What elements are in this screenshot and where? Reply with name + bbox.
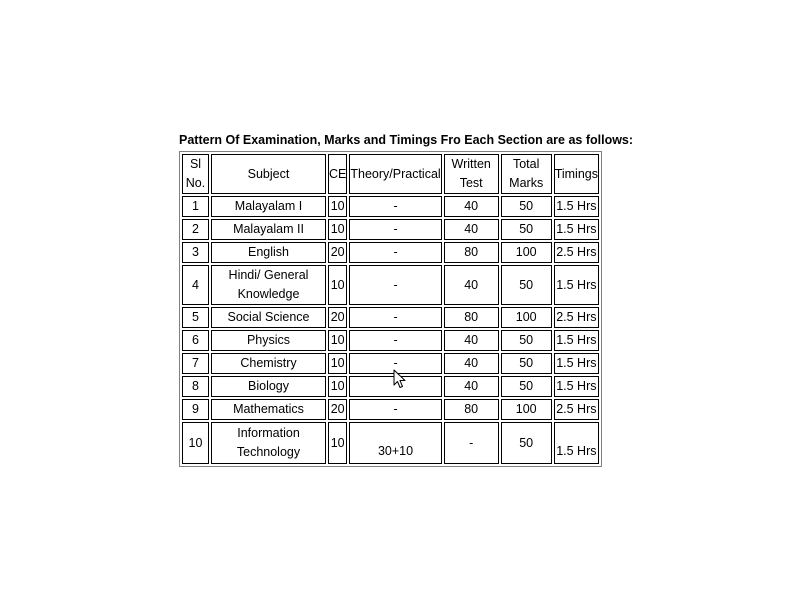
cell-total-marks: 50: [501, 265, 552, 305]
cell-theory-practical: -: [349, 219, 441, 240]
cell-total-marks: 50: [501, 376, 552, 397]
table-row: [182, 265, 599, 305]
cell-ce: 20: [328, 242, 347, 263]
exam-pattern-table: [179, 151, 602, 467]
cell-timings: 1.5 Hrs: [554, 219, 599, 240]
cell-timings: 1.5 Hrs: [554, 376, 599, 397]
cell-timings: 1.5 Hrs: [554, 330, 599, 351]
cell-total-marks: 50: [501, 353, 552, 374]
cell-ce: 20: [328, 399, 347, 420]
cell-sl-no: 5: [182, 307, 209, 328]
cell-ce: 10: [328, 422, 347, 464]
page-title: Pattern Of Examination, Marks and Timings Fro Each Section are as follows:: [179, 133, 634, 147]
cell-ce: 10: [328, 376, 347, 397]
table-row: [182, 422, 599, 464]
cell-written-test: -: [444, 422, 499, 464]
cell-subject: Biology: [211, 376, 326, 397]
cell-sl-no: 7: [182, 353, 209, 374]
table-row: [182, 353, 599, 374]
cell-sl-no: 4: [182, 265, 209, 305]
cell-theory-practical: -: [349, 353, 441, 374]
cell-subject: Hindi/ General Knowledge: [211, 265, 326, 305]
cell-total-marks: 50: [501, 196, 552, 217]
cell-sl-no: 3: [182, 242, 209, 263]
cell-ce: 10: [328, 265, 347, 305]
cell-sl-no: 9: [182, 399, 209, 420]
cell-sl-no: 10: [182, 422, 209, 464]
cell-ce: 10: [328, 330, 347, 351]
cell-theory-practical: -: [349, 265, 441, 305]
cell-written-test: 40: [444, 353, 499, 374]
table-row: [182, 376, 599, 397]
cell-ce: 10: [328, 196, 347, 217]
table-header-row: [182, 154, 599, 194]
cell-subject: Physics: [211, 330, 326, 351]
mouse-pointer-icon: [393, 369, 407, 389]
cell-theory-practical: -: [349, 307, 441, 328]
cell-total-marks: 100: [501, 307, 552, 328]
cell-theory-practical: 30+10: [349, 422, 441, 464]
cell-sl-no: 8: [182, 376, 209, 397]
cell-written-test: 80: [444, 242, 499, 263]
cell-ce: 10: [328, 219, 347, 240]
table-row: [182, 219, 599, 240]
cell-timings: 2.5 Hrs: [554, 399, 599, 420]
cell-subject: Chemistry: [211, 353, 326, 374]
cell-total-marks: 50: [501, 330, 552, 351]
cell-written-test: 40: [444, 196, 499, 217]
cell-theory-practical: -: [349, 330, 441, 351]
cell-subject: Information Technology: [211, 422, 326, 464]
table-row: [182, 399, 599, 420]
cell-timings: 1.5 Hrs: [554, 422, 599, 464]
cell-subject: English: [211, 242, 326, 263]
cell-theory-practical: -: [349, 196, 441, 217]
cell-ce: 10: [328, 353, 347, 374]
cell-written-test: 40: [444, 219, 499, 240]
cell-timings: 1.5 Hrs: [554, 265, 599, 305]
column-header-theory-practical: Theory/Practical: [349, 154, 441, 194]
cell-subject: Mathematics: [211, 399, 326, 420]
column-header-subject: Subject: [211, 154, 326, 194]
cell-total-marks: 100: [501, 399, 552, 420]
cell-sl-no: 6: [182, 330, 209, 351]
cell-timings: 2.5 Hrs: [554, 242, 599, 263]
cell-sl-no: 1: [182, 196, 209, 217]
cell-total-marks: 50: [501, 422, 552, 464]
table-row: [182, 307, 599, 328]
cell-written-test: 40: [444, 376, 499, 397]
cell-written-test: 80: [444, 307, 499, 328]
cell-theory-practical: -: [349, 399, 441, 420]
cell-timings: 2.5 Hrs: [554, 307, 599, 328]
column-header-written-test: Written Test: [444, 154, 499, 194]
table-row: [182, 330, 599, 351]
cell-total-marks: 100: [501, 242, 552, 263]
cell-ce: 20: [328, 307, 347, 328]
column-header-timings: Timings: [554, 154, 599, 194]
cell-timings: 1.5 Hrs: [554, 196, 599, 217]
cell-written-test: 40: [444, 265, 499, 305]
cell-subject: Malayalam II: [211, 219, 326, 240]
table-row: [182, 242, 599, 263]
cell-timings: 1.5 Hrs: [554, 353, 599, 374]
cell-sl-no: 2: [182, 219, 209, 240]
cell-written-test: 80: [444, 399, 499, 420]
cell-subject: Malayalam I: [211, 196, 326, 217]
column-header-ce: CE: [328, 154, 347, 194]
column-header-total-marks: Total Marks: [501, 154, 552, 194]
table-row: [182, 196, 599, 217]
cell-theory-practical: -: [349, 242, 441, 263]
cell-written-test: 40: [444, 330, 499, 351]
column-header-sl-no: Sl No.: [182, 154, 209, 194]
cell-subject: Social Science: [211, 307, 326, 328]
cell-total-marks: 50: [501, 219, 552, 240]
